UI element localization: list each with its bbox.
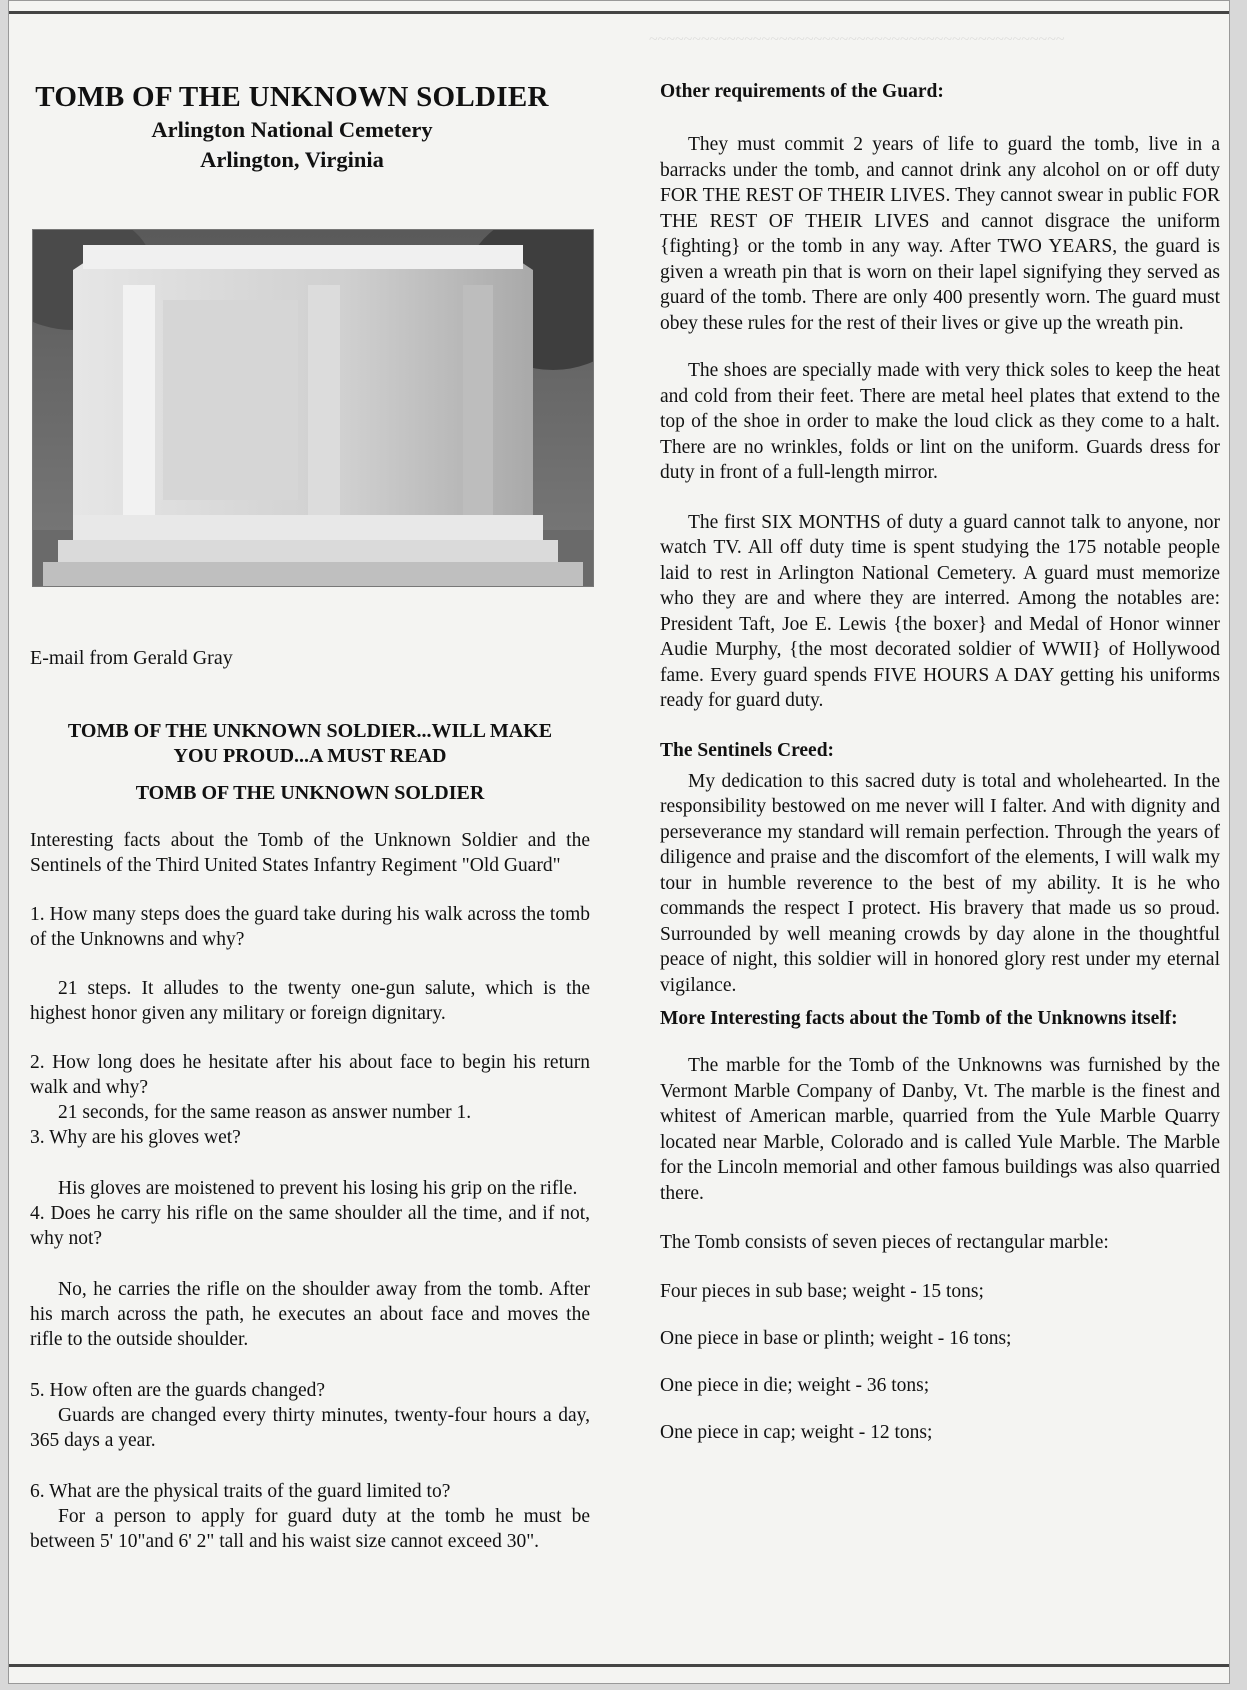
answer-3: His gloves are moistened to prevent his losing his grip on the rifle.	[58, 1178, 578, 1199]
left-body	[30, 719, 590, 1554]
bottom-border-line	[9, 1664, 1229, 1667]
shoes-paragraph: The shoes are specially made with very thick soles to keep the heat and cold from their feet. There are metal heel plates that extend to the top of the shoe in order to make the loud click as they come to a halt. There are no wrinkles, folds or lint on the uniform. Guards dress for duty in front of a full-length mirror.	[660, 360, 1220, 483]
location: Arlington, Virginia	[200, 147, 384, 172]
answer-5: Guards are changed every thirty minutes, twenty-four hours a day, 365 days a year.	[30, 1405, 590, 1451]
question-1: 1. How many steps does the guard take during his walk across the tomb of the Unknowns and why?	[30, 904, 590, 950]
headline-line3: TOMB OF THE UNKNOWN SOLDIER	[135, 782, 485, 804]
tomb-image	[33, 230, 593, 586]
headline-line1: TOMB OF THE UNKNOWN SOLDIER...WILL MAKE	[67, 720, 553, 742]
question-5: 5. How often are the guards changed?	[30, 1380, 326, 1401]
marble-paragraph: The marble for the Tomb of the Unknowns was furnished by the Vermont Marble Company of Danby, Vt. The marble is the finest and whitest of American marble, quarried from the Yule Marble Quarry located near Marble, Colorado and is called Yule Marble. The Marble for the Lincoln memorial and other famous buildings was also quarried there.	[660, 1055, 1220, 1204]
heading-more-facts: More Interesting facts about the Tomb of the Unknowns itself:	[660, 1008, 1178, 1029]
email-from: E-mail from Gerald Gray	[30, 647, 233, 669]
six-months-paragraph: The first SIX MONTHS of duty a guard cannot talk to anyone, nor watch TV. All off duty time is spent studying the 175 notable people laid to rest in Arlington National Cemetery. A guard must memorize who they are and where they are interred. Among the notables are: President Taft, Joe E. Lewis {the boxer} and Medal of Honor winner Audie Murphy, {the most decorated soldier of WWII} of Hollywood fame. Every guard spends FIVE HOURS A DAY getting his uniforms ready for guard duty.	[660, 511, 1220, 711]
document-page	[8, 0, 1230, 1684]
piece-sub-base: Four pieces in sub base; weight - 15 tons;	[660, 1281, 984, 1302]
answer-4: No, he carries the rifle on the shoulder away from the tomb. After his march across the path, he executes an about face and moves the rifle to the outside shoulder.	[30, 1279, 590, 1350]
tomb-consists: The Tomb consists of seven pieces of rectangular marble:	[660, 1232, 1109, 1253]
answer-2: 21 seconds, for the same reason as answer number 1.	[58, 1102, 472, 1123]
answer-1: 21 steps. It alludes to the twenty one-gun salute, which is the highest honor given any military or foreign dignitary.	[30, 978, 590, 1024]
question-6: 6. What are the physical traits of the guard limited to?	[30, 1481, 451, 1502]
tomb-photo	[32, 229, 594, 587]
piece-die: One piece in die; weight - 36 tons;	[660, 1375, 930, 1396]
right-column	[660, 79, 1220, 1445]
headline-line2: YOU PROUD...A MUST READ	[173, 745, 447, 767]
answer-6: For a person to apply for guard duty at the tomb he must be between 5' 10"and 6' 2" tall and his waist size cannot exceed 30".	[30, 1506, 590, 1552]
piece-cap: One piece in cap; weight - 12 tons;	[660, 1422, 933, 1443]
heading-sentinels-creed: The Sentinels Creed:	[660, 739, 835, 761]
left-column	[30, 79, 590, 175]
question-2: 2. How long does he hesitate after his about face to begin his return walk and why?	[30, 1052, 590, 1098]
top-border-line	[9, 11, 1229, 14]
intro-paragraph: Interesting facts about the Tomb of the Unknown Soldier and the Sentinels of the Third United States Infantry Regiment "Old Guard"	[30, 830, 590, 876]
creed-paragraph: My dedication to this sacred duty is total and wholehearted. In the responsibility bestowed on me never will I falter. And with dignity and perseverance my standard will remain perfection. Through the years of diligence and praise and the discomfort of the elements, I will walk my tour in humble reverence to the best of my ability. It is he who commands the respect I protect. His bravery that made us so proud. Surrounded by well meaning crowds by day alone in the thoughtful peace of night, this soldier will in honored glory rest under my eternal vigilance.	[660, 770, 1220, 996]
cemetery-name: Arlington National Cemetery	[151, 117, 433, 142]
requirements-paragraph: They must commit 2 years of life to guard the tomb, live in a barracks under the tomb, and cannot drink any alcohol on or off duty FOR THE REST OF THEIR LIVES. They cannot swear in public FOR THE REST OF THEIR LIVES and cannot disgrace the uniform {fighting} or the tomb in any way. After TWO YEARS, the guard is given a wreath pin that is worn on their lapel signifying they served as guard of the tomb. There are only 400 presently worn. The guard must obey these rules for the rest of their lives or give up the wreath pin.	[660, 134, 1220, 334]
question-3: 3. Why are his gloves wet?	[30, 1127, 241, 1148]
bleed-through-text: ~~~~~~~~~~~~~~~~~~~~~~~~~~~~~~~~~~~~~~~~~~~~~~~~	[649, 31, 1065, 48]
question-4: 4. Does he carry his rifle on the same shoulder all the time, and if not, why not?	[30, 1203, 590, 1249]
heading-other-requirements: Other requirements of the Guard:	[660, 81, 944, 102]
piece-base: One piece in base or plinth; weight - 16 tons;	[660, 1328, 1012, 1349]
document-title: TOMB OF THE UNKNOWN SOLDIER	[35, 81, 549, 113]
